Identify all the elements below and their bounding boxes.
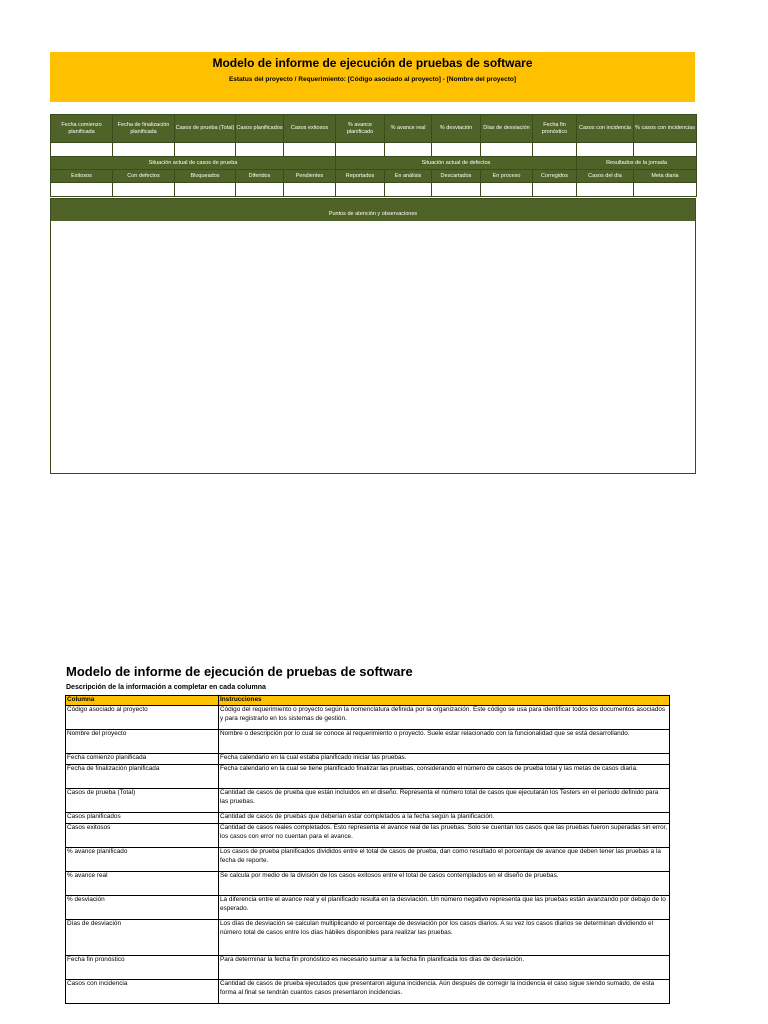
metrics-table bbox=[50, 114, 697, 197]
metric-value-cell[interactable] bbox=[284, 143, 336, 157]
row-column-name: Fecha de finalización planificada bbox=[66, 765, 219, 789]
row-instruction: Nombre o descripción por lo cual se conoce al requerimiento o proyecto. Suele estar relacionado con la funcionalidad que se está desarrollando. bbox=[219, 730, 670, 754]
table-row bbox=[66, 706, 670, 730]
section-header-defects: Situación actual de defectos bbox=[336, 157, 577, 170]
row-instruction: Cantidad de casos de prueba que están incluidos en el diseño. Representa el número total de casos que ejecutarán los Testers en el período definido para las pruebas. bbox=[219, 789, 670, 813]
row-instruction: La diferencia entre el avance real y el planificado resulta en la desviación. Un número negativo representa que las pruebas están avanzando por debajo de lo esperado. bbox=[219, 896, 670, 920]
table-row bbox=[66, 754, 670, 765]
status-header: Pendientes bbox=[284, 170, 336, 183]
metric-header: Fecha fin pronóstico bbox=[533, 115, 577, 143]
observations-header: Puntos de atención y observaciones bbox=[51, 199, 695, 221]
status-header: Descartados bbox=[432, 170, 481, 183]
row-instruction: Fecha calendario en la cual estaba planificado iniciar las pruebas. bbox=[219, 754, 670, 765]
status-value-cell[interactable] bbox=[236, 183, 284, 197]
status-value-cell[interactable] bbox=[336, 183, 385, 197]
status-header: En análisis bbox=[385, 170, 432, 183]
row-column-name: Nombre del proyecto bbox=[66, 730, 219, 754]
status-header: Reportados bbox=[336, 170, 385, 183]
instructions-table bbox=[65, 695, 670, 1004]
metric-header: Casos exitosos bbox=[284, 115, 336, 143]
metric-header: % avance planificado bbox=[336, 115, 385, 143]
metric-value-cell[interactable] bbox=[113, 143, 175, 157]
metric-header: Fecha de finalización planificada bbox=[113, 115, 175, 143]
row-instruction: Los casos de prueba planificados divididos entre el total de casos de prueba, dan como resultado el porcentaje de avance que deben tener las pruebas a la fecha de reporte. bbox=[219, 848, 670, 872]
status-value-cell[interactable] bbox=[533, 183, 577, 197]
status-value-cell[interactable] bbox=[385, 183, 432, 197]
row-instruction: Se calcula por medio de la división de los casos exitosos entre el total de casos contemplados en el diseño de pruebas. bbox=[219, 872, 670, 896]
metric-value-cell[interactable] bbox=[634, 143, 697, 157]
metric-value-cell[interactable] bbox=[385, 143, 432, 157]
status-header: Exitosos bbox=[51, 170, 113, 183]
table-row bbox=[66, 956, 670, 980]
metric-value-cell[interactable] bbox=[577, 143, 634, 157]
row-instruction: Fecha calendario en la cual se tiene planificado finalizar las pruebas, considerando el número de casos de prueba total y las metas de casos diaria. bbox=[219, 765, 670, 789]
status-value-cell[interactable] bbox=[577, 183, 634, 197]
metric-header: Casos planificados bbox=[236, 115, 284, 143]
column-header: Columna bbox=[66, 696, 219, 706]
instructions-title: Modelo de informe de ejecución de pruebas de software bbox=[66, 664, 413, 679]
report-title: Modelo de informe de ejecución de pruebas de software bbox=[212, 56, 533, 70]
row-instruction: Cantidad de casos de prueba ejecutados que presentaron alguna incidencia. Aún después de corregir la incidencia el caso sigue siendo sumado, de esta forma al final se tendrán cuantos casos presentaron incidencias. bbox=[219, 980, 670, 1004]
status-header: Meta diaria bbox=[634, 170, 697, 183]
row-column-name: Casos de prueba (Total) bbox=[66, 789, 219, 813]
instructions-header: Instrucciones bbox=[219, 696, 670, 706]
metric-header: % casos con incidencias bbox=[634, 115, 697, 143]
observations-box[interactable] bbox=[50, 198, 696, 474]
table-row bbox=[66, 980, 670, 1004]
status-value-cell[interactable] bbox=[284, 183, 336, 197]
row-column-name: Días de desviación bbox=[66, 920, 219, 956]
metric-value-cell[interactable] bbox=[51, 143, 113, 157]
table-row bbox=[66, 896, 670, 920]
table-row bbox=[66, 920, 670, 956]
row-column-name: % desviación bbox=[66, 896, 219, 920]
section-header-test-cases: Situación actual de casos de prueba bbox=[51, 157, 336, 170]
row-instruction: Cantidad de casos reales completados. Esto representa el avance real de las pruebas. Solo se cuentan los casos que las pruebas fueron superadas sin error, los casos con error no cuentan para el avance. bbox=[219, 824, 670, 848]
row-column-name: Fecha fin pronóstico bbox=[66, 956, 219, 980]
table-row bbox=[66, 824, 670, 848]
row-column-name: % avance real bbox=[66, 872, 219, 896]
report-banner bbox=[50, 52, 695, 102]
row-instruction: Código del requerimiento o proyecto según la nomenclatura definida por la organización. Este código se usa para identificar todos los documentos asociados y para registrarlo en los sistemas de gestión. bbox=[219, 706, 670, 730]
row-column-name: Casos exitosos bbox=[66, 824, 219, 848]
status-header: Diferidos bbox=[236, 170, 284, 183]
status-value-cell[interactable] bbox=[51, 183, 113, 197]
metric-value-cell[interactable] bbox=[432, 143, 481, 157]
metric-header: % desviación bbox=[432, 115, 481, 143]
row-column-name: Casos planificados bbox=[66, 813, 219, 824]
status-header: En proceso bbox=[481, 170, 533, 183]
status-value-cell[interactable] bbox=[175, 183, 236, 197]
row-column-name: Fecha comienzo planificada bbox=[66, 754, 219, 765]
status-value-cell[interactable] bbox=[432, 183, 481, 197]
table-row bbox=[66, 789, 670, 813]
row-instruction: Cantidad de casos de pruebas que deberían estar completados a la fecha según la planificación. bbox=[219, 813, 670, 824]
metric-header: Casos de prueba (Total) bbox=[175, 115, 236, 143]
table-row bbox=[66, 730, 670, 754]
metric-value-cell[interactable] bbox=[336, 143, 385, 157]
status-value-cell[interactable] bbox=[634, 183, 697, 197]
status-header: Casos del día bbox=[577, 170, 634, 183]
status-header: Corregidos bbox=[533, 170, 577, 183]
metric-value-cell[interactable] bbox=[481, 143, 533, 157]
row-instruction: Los días de desviación se calculan multiplicando el porcentaje de desviación por los casos diarios. A su vez los casos diarios se determinan dividiendo el número total de casos entre los días hábiles disponibles para realizar las pruebas. bbox=[219, 920, 670, 956]
status-header: Con defectos bbox=[113, 170, 175, 183]
row-column-name: Código asociado al proyecto bbox=[66, 706, 219, 730]
table-row bbox=[66, 765, 670, 789]
row-column-name: Casos con incidencia bbox=[66, 980, 219, 1004]
table-row bbox=[66, 872, 670, 896]
report-subtitle: Estatus del proyecto / Requerimiento: [Código asociado al proyecto] - [Nombre del proyecto] bbox=[228, 76, 517, 83]
metric-header: Casos con incidencia bbox=[577, 115, 634, 143]
row-instruction: Para determinar la fecha fin pronóstico es necesario sumar a la fecha fin planificada los días de desviación. bbox=[219, 956, 670, 980]
instructions-subtitle: Descripción de la información a completar en cada columna bbox=[66, 684, 266, 691]
status-value-cell[interactable] bbox=[481, 183, 533, 197]
status-value-cell[interactable] bbox=[113, 183, 175, 197]
metric-value-cell[interactable] bbox=[533, 143, 577, 157]
table-row bbox=[66, 848, 670, 872]
metric-header: Fecha comienzo planificada bbox=[51, 115, 113, 143]
section-header-day-results: Resultados de la jornada bbox=[577, 157, 697, 170]
status-header: Bloqueados bbox=[175, 170, 236, 183]
metric-value-cell[interactable] bbox=[175, 143, 236, 157]
metric-header: % avance real bbox=[385, 115, 432, 143]
table-row bbox=[66, 813, 670, 824]
metric-header: Días de desviación bbox=[481, 115, 533, 143]
row-column-name: % avance planificado bbox=[66, 848, 219, 872]
metric-value-cell[interactable] bbox=[236, 143, 284, 157]
